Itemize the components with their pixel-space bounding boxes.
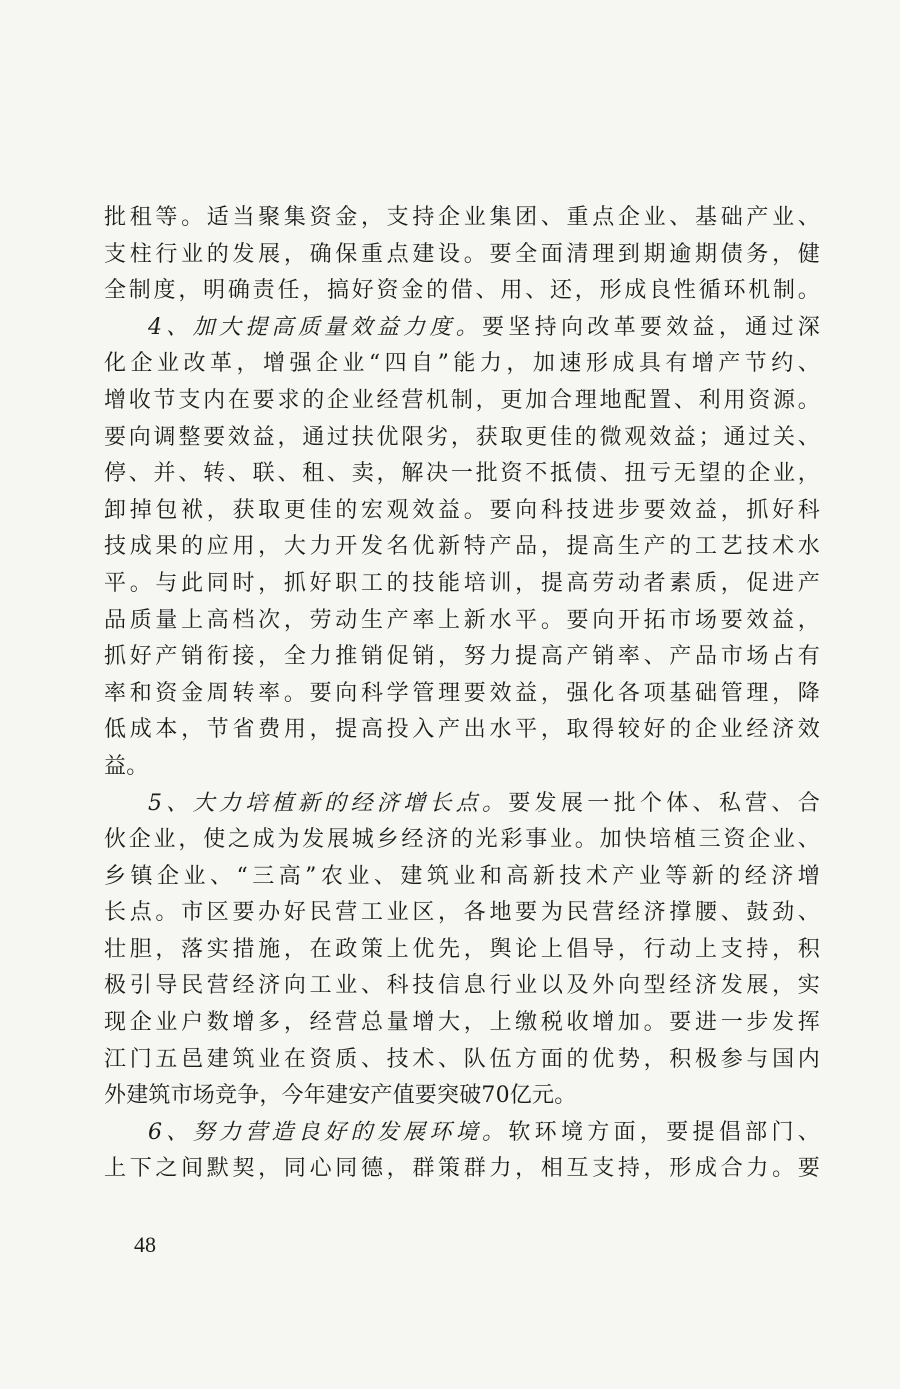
- line-text: 低成本，节省费用，提高投入产出水平，取得较好的企业经济效: [104, 717, 820, 743]
- line-text: 上下之间默契，同心同德，群策群力，相互支持，形成合力。要: [104, 1156, 820, 1182]
- line-text: 增收节支内在要求的企业经营机制，更加合理地配置、利用资源。: [104, 387, 820, 413]
- text-line: [104, 273, 820, 310]
- line-text: 卸掉包袱，获取更佳的宏观效益。要向科技进步要效益，抓好科: [104, 497, 820, 523]
- line-text: 技成果的应用，大力开发名优新特产品，提高生产的工艺技术水: [104, 534, 820, 560]
- line-text: 长点。市区要办好民营工业区，各地要为民营经济撑腰、鼓劲、: [104, 900, 820, 926]
- page-number: 48: [134, 1232, 156, 1257]
- text-line: [104, 676, 820, 713]
- line-text: 乡镇企业、“三高”农业、建筑业和高新技术产业等新的经济增: [104, 863, 820, 889]
- text-line: [104, 968, 820, 1005]
- text-line: [104, 749, 820, 786]
- text-line: [104, 346, 820, 383]
- text-line: [104, 493, 820, 530]
- text-line: [104, 456, 820, 493]
- line-text: 批租等。适当聚集资金，支持企业集团、重点企业、基础产业、: [104, 205, 820, 230]
- section-heading: 4、加大提高质量效益力度。: [148, 314, 483, 340]
- line-text: 江门五邑建筑业在资质、技术、队伍方面的优势，积极参与国内: [104, 1046, 820, 1072]
- text-line: [104, 932, 820, 969]
- text-line: [104, 1005, 820, 1042]
- text-line: [104, 786, 820, 823]
- line-text: 伙企业，使之成为发展城乡经济的光彩事业。加快培植三资企业、: [104, 827, 820, 853]
- line-text: 软环境方面，要提倡部门、: [508, 1119, 820, 1145]
- line-text: 要向调整要效益，通过扶优限劣，获取更佳的微观效益；通过关、: [104, 424, 820, 450]
- text-line: [104, 603, 820, 640]
- line-text: 要发展一批个体、私营、合: [508, 790, 820, 816]
- text-line: [104, 712, 820, 749]
- line-text: 支柱行业的发展，确保重点建设。要全面清理到期逾期债务，健: [104, 241, 820, 267]
- section-heading: 5、大力培植新的经济增长点。: [148, 790, 509, 816]
- text-line: [104, 639, 820, 676]
- line-text: 率和资金周转率。要向科学管理要效益，强化各项基础管理，降: [104, 680, 820, 706]
- text-line: [104, 237, 820, 274]
- section-heading: 6、努力营造良好的发展环境。: [148, 1119, 509, 1145]
- text-line: [104, 420, 820, 457]
- line-text: 外建筑市场竞争，今年建安产值要突破70亿元。: [104, 1083, 577, 1109]
- text-line: [104, 566, 820, 603]
- text-line: [104, 1115, 820, 1152]
- line-text: 品质量上高档次，劳动生产率上新水平。要向开拓市场要效益，: [104, 607, 820, 633]
- text-line: [104, 822, 820, 859]
- line-text: 平。与此同时，抓好职工的技能培训，提高劳动者素质，促进产: [104, 570, 820, 596]
- line-text: 化企业改革，增强企业“四自”能力，加速形成具有增产节约、: [104, 351, 820, 377]
- text-line: [104, 529, 820, 566]
- text-line: [104, 1151, 820, 1188]
- line-text: 要坚持向改革要效益，通过深: [482, 314, 820, 340]
- text-line: [104, 859, 820, 896]
- text-line: [104, 895, 820, 932]
- text-line: [104, 200, 820, 237]
- text-line: [104, 310, 820, 347]
- line-text: 现企业户数增多，经营总量增大，上缴税收增加。要进一步发挥: [104, 1010, 820, 1036]
- line-text: 抓好产销衔接，全力推销促销，努力提高产销率、产品市场占有: [104, 644, 820, 670]
- text-line: [104, 383, 820, 420]
- line-text: 停、并、转、联、租、卖，解决一批资不抵债、扭亏无望的企业，: [104, 461, 820, 487]
- line-text: 壮胆，落实措施，在政策上优先，舆论上倡导，行动上支持，积: [104, 936, 820, 962]
- text-line: [104, 1078, 820, 1115]
- line-text: 全制度，明确责任，搞好资金的借、用、还，形成良性循环机制。: [104, 278, 820, 304]
- text-line: [104, 1042, 820, 1079]
- line-text: 益。: [104, 753, 149, 779]
- line-text: 极引导民营经济向工业、科技信息行业以及外向型经济发展，实: [104, 973, 820, 999]
- body-text: [104, 200, 820, 1188]
